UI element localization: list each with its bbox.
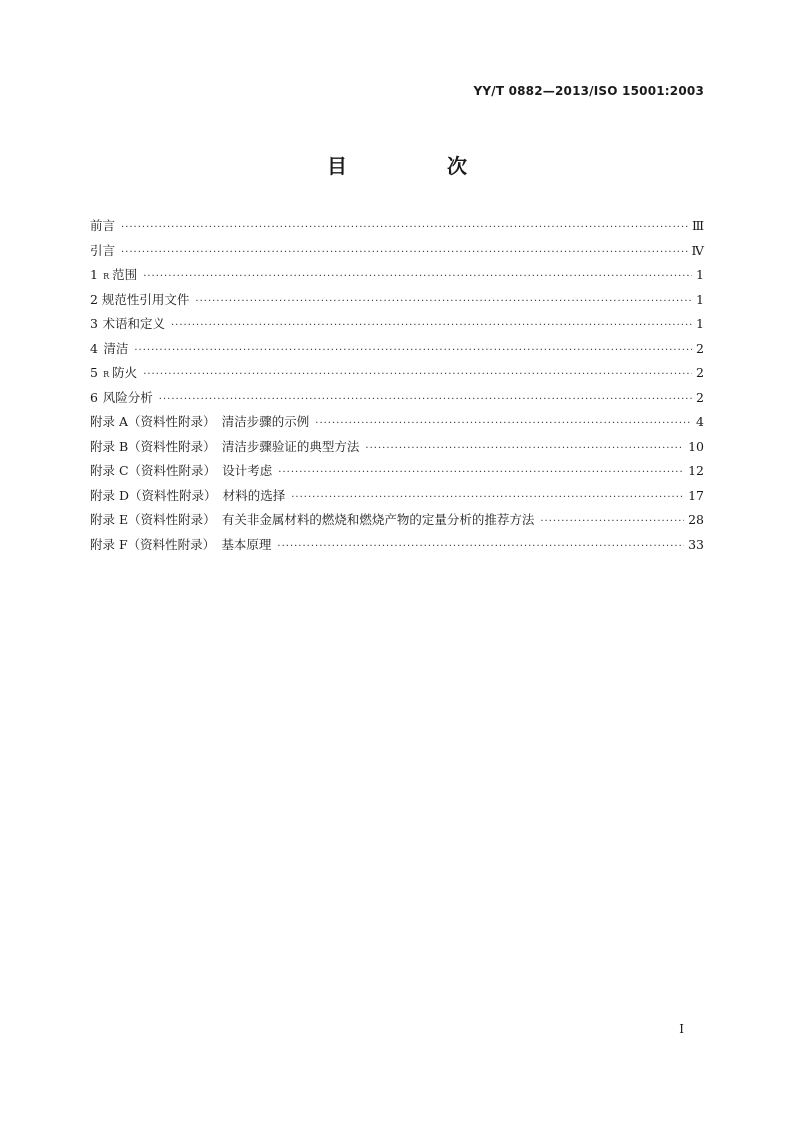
toc-revision-mark: R — [103, 370, 110, 379]
toc-page: 12 — [688, 463, 704, 478]
toc-label: 防火 — [112, 365, 138, 380]
toc-page: 10 — [688, 438, 704, 454]
toc-label: 附录 F（资料性附录） 基本原理 — [90, 536, 272, 552]
toc-entry-6[interactable] — [90, 388, 704, 413]
toc-entry-3[interactable] — [90, 314, 704, 339]
toc-page: 1 — [696, 267, 704, 282]
toc-label: 前言 — [90, 218, 116, 233]
toc-label: 附录 A（资料性附录） 清洁步骤的示例 — [90, 414, 310, 429]
toc-entry-foreword[interactable] — [90, 216, 704, 241]
toc-entry-4[interactable] — [90, 339, 704, 364]
toc-number: 1 — [90, 267, 98, 282]
toc-label: 范围 — [112, 267, 138, 282]
toc-revision-mark: R — [103, 272, 110, 281]
toc-leader — [121, 222, 688, 233]
toc-leader — [540, 516, 684, 527]
toc-leader — [365, 443, 684, 454]
toc-number: 4 — [90, 340, 98, 356]
toc-label: 附录 B（资料性附录） 清洁步骤验证的典型方法 — [90, 438, 360, 454]
toc-number: 3 — [90, 316, 98, 331]
toc-label: 附录 E（资料性附录） 有关非金属材料的燃烧和燃烧产物的定量分析的推荐方法 — [90, 512, 535, 527]
toc-entry-introduction[interactable] — [90, 241, 704, 266]
toc-label: 附录 D（资料性附录） 材料的选择 — [90, 487, 286, 503]
toc-leader — [134, 345, 692, 356]
toc-entry-annex-a[interactable] — [90, 412, 704, 437]
toc-label: 术语和定义 — [102, 316, 165, 331]
toc-label: 附录 C（资料性附录） 设计考虑 — [90, 463, 273, 478]
toc-entry-annex-c[interactable] — [90, 461, 704, 486]
toc-entry-2[interactable] — [90, 290, 704, 315]
toc-page: 33 — [688, 536, 704, 552]
toc-leader — [291, 492, 684, 503]
toc-page: 1 — [696, 291, 704, 307]
toc-number: 5 — [90, 365, 98, 380]
standard-code: YY/T 0882—2013/ISO 15001:2003 — [473, 84, 704, 98]
toc-page: 2 — [696, 389, 704, 405]
toc-entry-annex-d[interactable] — [90, 486, 704, 511]
toc-number: 2 — [90, 291, 98, 307]
table-of-contents — [90, 216, 704, 559]
toc-entry-annex-f[interactable] — [90, 535, 704, 560]
toc-leader — [143, 369, 692, 380]
toc-entry-1[interactable] — [90, 265, 704, 290]
toc-leader — [315, 418, 692, 429]
page-number: I — [679, 1022, 684, 1036]
toc-page: Ⅲ — [691, 218, 704, 233]
toc-leader — [121, 247, 687, 258]
toc-entry-annex-b[interactable] — [90, 437, 704, 462]
toc-page: 1 — [696, 316, 704, 331]
toc-number: 6 — [90, 389, 98, 405]
toc-page: 17 — [688, 487, 704, 503]
toc-page: 2 — [696, 340, 704, 356]
toc-leader — [159, 394, 692, 405]
toc-leader — [278, 467, 684, 478]
toc-page: Ⅳ — [691, 242, 704, 258]
toc-page: 2 — [696, 365, 704, 380]
toc-label: 引言 — [90, 242, 116, 258]
toc-leader — [143, 271, 692, 282]
toc-label: 风险分析 — [102, 389, 153, 405]
toc-label: 清洁 — [103, 340, 129, 356]
toc-leader — [277, 541, 684, 552]
toc-label: 规范性引用文件 — [101, 291, 190, 307]
toc-leader — [171, 320, 692, 331]
toc-leader — [195, 296, 692, 307]
toc-page: 4 — [696, 414, 704, 429]
toc-entry-annex-e[interactable] — [90, 510, 704, 535]
toc-page: 28 — [688, 512, 704, 527]
page-title: 目 次 — [327, 154, 507, 178]
toc-entry-5[interactable] — [90, 363, 704, 388]
